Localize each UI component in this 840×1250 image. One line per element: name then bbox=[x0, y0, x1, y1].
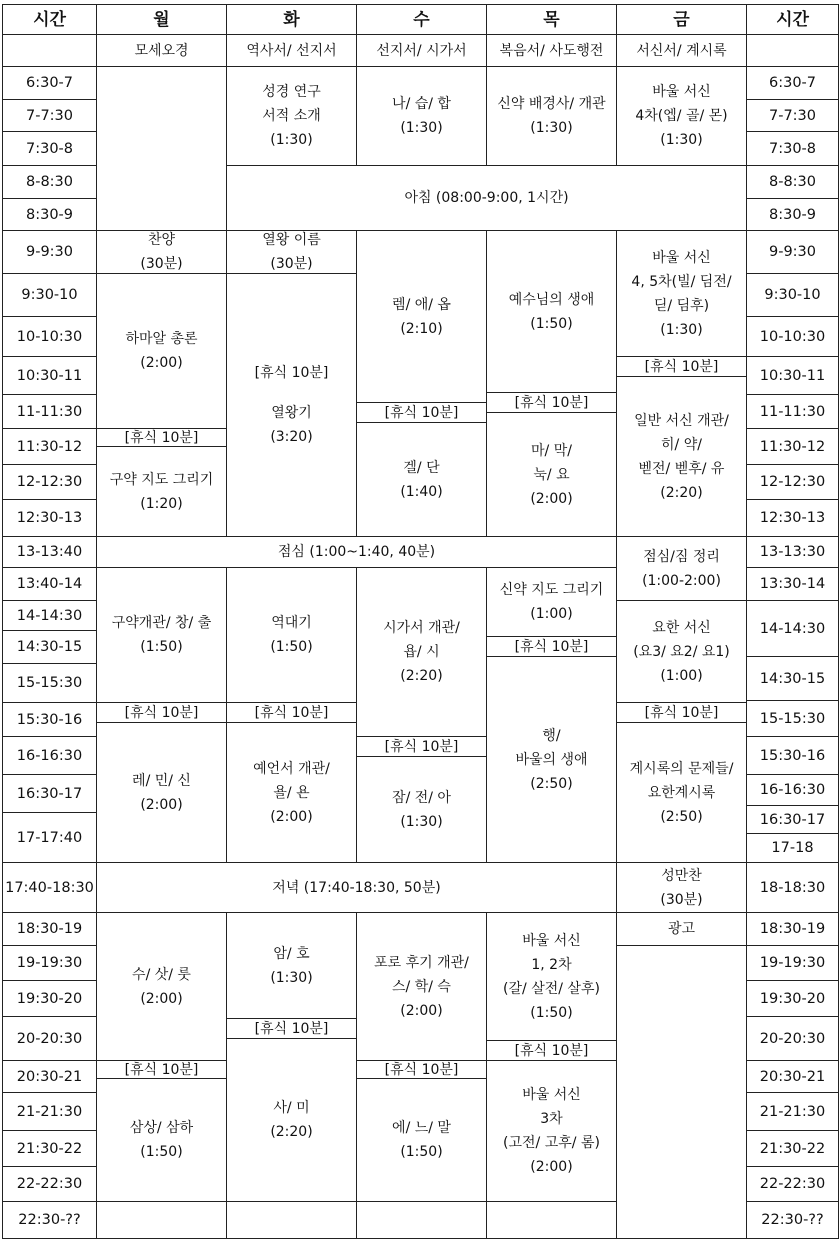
mon-empty-night bbox=[96, 1201, 227, 1239]
time-left-row-text: 15-15:30 bbox=[16, 675, 83, 691]
time-right-row bbox=[746, 862, 839, 913]
time-left-row bbox=[2, 774, 97, 813]
header-time-right-text: 시간 bbox=[776, 9, 809, 30]
time-right-row-text: 7-7:30 bbox=[768, 107, 817, 124]
time-left-row bbox=[2, 736, 97, 775]
time-right-row-text: 21-21:30 bbox=[759, 1103, 826, 1120]
time-left-row bbox=[2, 230, 97, 274]
time-left-row bbox=[2, 600, 97, 631]
time-left-row bbox=[2, 912, 97, 946]
time-left-row-text: 19-19:30 bbox=[16, 955, 83, 971]
mon-samuel bbox=[96, 1078, 227, 1202]
time-left-row bbox=[2, 702, 97, 737]
thu-life-of-jesus bbox=[486, 230, 617, 393]
subject-tue bbox=[226, 34, 357, 67]
time-left-row-text: 20:30-21 bbox=[16, 1068, 83, 1085]
time-right-row-text: 12-12:30 bbox=[759, 474, 826, 490]
time-right-row bbox=[746, 99, 839, 132]
fri-lunch-packing-text: 점심/짐 정리 (1:00-2:00) bbox=[642, 548, 721, 589]
time-right-row-text: 13-13:30 bbox=[759, 544, 826, 560]
rest-break-text: [휴식 10분] bbox=[384, 404, 459, 421]
mon-hamaal-overview bbox=[96, 273, 227, 429]
time-right-row-text: 14:30-15 bbox=[759, 670, 826, 687]
header-time-left bbox=[2, 4, 97, 35]
time-right-row-text: 8:30-9 bbox=[768, 206, 817, 223]
subject-fri bbox=[616, 34, 747, 67]
thu-pauline-3-text: 바울 서신 3차 (고전/ 고후/ 롬) (2:00) bbox=[503, 1087, 600, 1175]
mon-ot-map-text: 구약 지도 그리기 (1:20) bbox=[109, 471, 214, 512]
time-right-row bbox=[746, 833, 839, 863]
wed-postexile-text: 포로 후기 개관/ 스/ 학/ 슥 (2:00) bbox=[374, 954, 469, 1019]
header-time-left-text: 시간 bbox=[33, 9, 66, 30]
time-right-row-text: 8-8:30 bbox=[768, 174, 817, 190]
time-left-row-text: 20-20:30 bbox=[16, 1030, 83, 1047]
time-right-row-text: 6:30-7 bbox=[768, 75, 817, 91]
time-left-row-text: 9:30-10 bbox=[21, 287, 78, 303]
mon-ot-map bbox=[96, 446, 227, 537]
time-right-row-text: 15-15:30 bbox=[759, 710, 826, 727]
rest-break-text: [휴식 10분] bbox=[514, 1042, 589, 1059]
time-left-row bbox=[2, 536, 97, 568]
time-right-row bbox=[746, 273, 839, 317]
rest-break-text: [휴식 10분] bbox=[124, 1061, 199, 1078]
header-time-right bbox=[746, 4, 839, 35]
time-right-row-text: 10:30-11 bbox=[759, 367, 826, 384]
rest-break bbox=[486, 392, 617, 413]
tue-chronicles bbox=[226, 567, 357, 703]
rest-break bbox=[356, 402, 487, 423]
mon-josh-judg-ruth-text: 수/ 삿/ 룻 (2:00) bbox=[132, 966, 191, 1007]
time-left-row-text: 14:30-15 bbox=[16, 639, 83, 655]
time-left-row bbox=[2, 198, 97, 231]
subject-thu bbox=[486, 34, 617, 67]
time-left-row bbox=[2, 464, 97, 500]
time-left-row-text: 11-11:30 bbox=[16, 403, 83, 420]
tue-amos-hosea bbox=[226, 912, 357, 1019]
time-left-row-text: 6:30-7 bbox=[25, 75, 74, 91]
time-left-row-text: 18:30-19 bbox=[16, 921, 83, 937]
thu-pauline-3 bbox=[486, 1060, 617, 1202]
mon-lev-num-deut-text: 레/ 민/ 신 (2:00) bbox=[132, 772, 191, 813]
tue-prophets-overview-text: 예언서 개관/ 욜/ 욘 (2:00) bbox=[253, 760, 330, 825]
time-left-row bbox=[2, 99, 97, 132]
time-left-row bbox=[2, 1060, 97, 1093]
time-right-row bbox=[746, 700, 839, 737]
time-right-row-text: 19-19:30 bbox=[759, 955, 826, 971]
time-right-row-text: 9:30-10 bbox=[764, 287, 821, 303]
time-left-row bbox=[2, 273, 97, 317]
rest-break-text: [휴식 10분] bbox=[254, 704, 329, 721]
header-day-fri-text: 금 bbox=[673, 9, 690, 30]
time-left-row-text: 17:40-18:30 bbox=[5, 879, 94, 896]
rest-break-text: [휴식 10분] bbox=[254, 1020, 329, 1037]
time-right-row-text: 15:30-16 bbox=[759, 747, 826, 764]
wed-ezekiel-daniel-text: 겔/ 단 (1:40) bbox=[400, 459, 443, 500]
time-left-row-text: 17-17:40 bbox=[16, 829, 83, 846]
header-day-wed-text: 수 bbox=[413, 9, 430, 30]
fri-general-epistles bbox=[616, 376, 747, 537]
time-right-row bbox=[746, 980, 839, 1017]
thu-life-of-jesus-text: 예수님의 생애 (1:50) bbox=[508, 291, 595, 332]
rest-break-text: [휴식 10분] bbox=[384, 738, 459, 755]
subject-tue-text: 역사서/ 선지서 bbox=[246, 42, 337, 59]
time-right-row-text: 20-20:30 bbox=[759, 1030, 826, 1047]
time-left-row bbox=[2, 1016, 97, 1061]
time-right-row bbox=[746, 774, 839, 806]
subject-time-right bbox=[746, 34, 839, 67]
fri-johannine-text: 요한 서신 (요3/ 요2/ 요1) (1:00) bbox=[633, 619, 730, 684]
thu-gospels bbox=[486, 412, 617, 537]
fri-pauline-4-text: 바울 서신 4차(엡/ 골/ 몬) (1:30) bbox=[635, 84, 728, 148]
tue-chronicles-text: 역대기 (1:50) bbox=[270, 615, 313, 655]
wed-jeremiah bbox=[356, 230, 487, 403]
time-right-row bbox=[746, 656, 839, 701]
time-left-row bbox=[2, 1092, 97, 1131]
breakfast-span-text: 아침 (08:00-9:00, 1시간) bbox=[404, 190, 569, 206]
fri-pauline-4-5-text: 바울 서신 4, 5차(빌/ 딤전/ 딛/ 딤후) (1:30) bbox=[631, 249, 732, 338]
rest-break-text: [휴식 10분] bbox=[124, 704, 199, 721]
header-day-fri bbox=[616, 4, 747, 35]
time-left-row-text: 11:30-12 bbox=[16, 438, 83, 455]
mon-empty-morning bbox=[96, 66, 227, 231]
fri-general-epistles-text: 일반 서신 개관/ 히/ 약/ 벧전/ 벧후/ 유 (2:20) bbox=[634, 412, 729, 501]
thu-nt-background bbox=[486, 66, 617, 166]
tue-prophets-overview bbox=[226, 722, 357, 863]
rest-break bbox=[96, 428, 227, 447]
tue-study-books-text: 성경 연구 서적 소개 (1:30) bbox=[262, 84, 321, 148]
mon-praise-text: 찬양 (30분) bbox=[140, 232, 183, 272]
time-right-row bbox=[746, 230, 839, 274]
time-left-row bbox=[2, 862, 97, 913]
mon-hamaal-overview-text: 하마알 총론 (2:00) bbox=[125, 331, 198, 371]
time-left-row bbox=[2, 316, 97, 357]
time-right-row-text: 16-16:30 bbox=[759, 782, 826, 798]
header-day-tue bbox=[226, 4, 357, 35]
time-right-row bbox=[746, 1016, 839, 1061]
time-left-row-text: 8-8:30 bbox=[25, 174, 74, 190]
subject-mon bbox=[96, 34, 227, 67]
time-right-row bbox=[746, 600, 839, 657]
time-left-row-text: 8:30-9 bbox=[25, 206, 74, 223]
time-right-row bbox=[746, 1130, 839, 1167]
time-right-row bbox=[746, 356, 839, 395]
subject-thu-text: 복음서/ 사도행전 bbox=[499, 42, 604, 59]
time-right-row bbox=[746, 736, 839, 775]
subject-wed bbox=[356, 34, 487, 67]
subject-time-left bbox=[2, 34, 97, 67]
thu-pauline-1-2-text: 바울 서신 1, 2차 (갈/ 살전/ 살후) (1:50) bbox=[503, 932, 600, 1021]
rest-break-text: [휴식 10분] bbox=[514, 394, 589, 411]
time-right-row-text: 9-9:30 bbox=[768, 244, 817, 260]
wed-poetry-overview-text: 시가서 개관/ 욥/ 시 (2:20) bbox=[383, 620, 460, 684]
wed-empty-night bbox=[356, 1201, 487, 1239]
fri-communion-text: 성만찬 (30분) bbox=[660, 867, 703, 908]
rest-break bbox=[356, 1060, 487, 1079]
rest-break bbox=[486, 636, 617, 657]
time-right-row-text: 19:30-20 bbox=[759, 990, 826, 1007]
time-left-row-text: 12:30-13 bbox=[16, 510, 83, 526]
rest-break bbox=[226, 1018, 357, 1039]
rest-break bbox=[616, 702, 747, 723]
time-right-row bbox=[746, 567, 839, 601]
tue-kings bbox=[226, 273, 357, 537]
wed-esther-text: 에/ 느/ 말 (1:50) bbox=[392, 1120, 451, 1160]
time-right-row bbox=[746, 1060, 839, 1093]
fri-empty-night bbox=[616, 945, 747, 1239]
time-left-row-text: 13:40-14 bbox=[16, 576, 83, 592]
time-right-row bbox=[746, 499, 839, 537]
time-left-row bbox=[2, 630, 97, 664]
tue-king-names bbox=[226, 230, 357, 274]
thu-nt-map-text: 신약 지도 그리기 (1:00) bbox=[499, 582, 604, 622]
rest-break-text: [휴식 10분] bbox=[254, 365, 329, 381]
wed-ezekiel-daniel bbox=[356, 422, 487, 537]
time-right-row-text: 22-22:30 bbox=[759, 1176, 826, 1192]
time-right-row bbox=[746, 1092, 839, 1131]
time-right-row-text: 12:30-13 bbox=[759, 510, 826, 526]
time-left-row bbox=[2, 1201, 97, 1239]
fri-johannine bbox=[616, 600, 747, 703]
fri-communion bbox=[616, 862, 747, 913]
mon-praise bbox=[96, 230, 227, 274]
thu-acts bbox=[486, 656, 617, 863]
time-left-row bbox=[2, 1166, 97, 1202]
fri-pauline-4 bbox=[616, 66, 747, 166]
time-left-row-text: 16-16:30 bbox=[16, 747, 83, 764]
time-left-row bbox=[2, 945, 97, 981]
time-left-row-text: 15:30-16 bbox=[16, 711, 83, 728]
wed-proverbs bbox=[356, 756, 487, 863]
time-left-row-text: 10-10:30 bbox=[16, 328, 83, 345]
time-right-row bbox=[746, 912, 839, 946]
time-left-row-text: 21-21:30 bbox=[16, 1103, 83, 1120]
thu-nt-map bbox=[486, 567, 617, 637]
wed-nahum bbox=[356, 66, 487, 166]
time-left-row-text: 12-12:30 bbox=[16, 474, 83, 490]
time-left-row bbox=[2, 165, 97, 199]
fri-announcements-text: 광고 bbox=[667, 921, 696, 937]
time-left-row bbox=[2, 567, 97, 601]
time-left-row bbox=[2, 356, 97, 395]
header-day-thu-text: 목 bbox=[543, 9, 560, 30]
time-right-row bbox=[746, 428, 839, 465]
time-right-row-text: 13:30-14 bbox=[759, 576, 826, 592]
fri-revelation-text: 계시록의 문제들/ 요한계시록 (2:50) bbox=[629, 760, 734, 825]
fri-revelation bbox=[616, 722, 747, 863]
time-right-row-text: 11-11:30 bbox=[759, 403, 826, 420]
time-right-row bbox=[746, 394, 839, 429]
time-left-row-text: 22:30-?? bbox=[18, 1212, 81, 1228]
rest-break-text: [휴식 10분] bbox=[384, 1061, 459, 1078]
time-right-row bbox=[746, 1166, 839, 1202]
wed-proverbs-text: 잠/ 전/ 아 (1:30) bbox=[392, 789, 451, 830]
dinner-span-text: 저녁 (17:40-18:30, 50분) bbox=[272, 879, 441, 896]
time-right-row bbox=[746, 165, 839, 199]
subject-fri-text: 서신서/ 계시록 bbox=[636, 42, 727, 59]
wed-nahum-text: 나/ 습/ 합 (1:30) bbox=[392, 96, 451, 136]
time-left-row-text: 14-14:30 bbox=[16, 607, 83, 624]
time-left-row-text: 10:30-11 bbox=[16, 367, 83, 384]
rest-break-text: [휴식 10분] bbox=[124, 429, 199, 446]
dinner-span bbox=[96, 862, 617, 913]
tue-kings-text: 열왕기 (3:20) bbox=[270, 405, 313, 445]
tue-isaiah-micah-text: 사/ 미 (2:20) bbox=[270, 1100, 313, 1140]
time-left-row bbox=[2, 499, 97, 537]
time-right-row-text: 18:30-19 bbox=[759, 921, 826, 937]
time-left-row bbox=[2, 812, 97, 863]
breakfast-span bbox=[226, 165, 747, 231]
thu-empty-night bbox=[486, 1201, 617, 1239]
wed-postexile bbox=[356, 912, 487, 1061]
time-right-row bbox=[746, 805, 839, 834]
time-left-row-text: 7:30-8 bbox=[25, 140, 74, 157]
mon-samuel-text: 삼상/ 삼하 (1:50) bbox=[129, 1120, 194, 1160]
time-left-row bbox=[2, 663, 97, 703]
time-right-row bbox=[746, 316, 839, 357]
tue-amos-hosea-text: 암/ 호 (1:30) bbox=[270, 945, 313, 986]
time-right-row bbox=[746, 945, 839, 981]
thu-pauline-1-2 bbox=[486, 912, 617, 1041]
lunch-span bbox=[96, 536, 617, 568]
time-left-row-text: 19:30-20 bbox=[16, 990, 83, 1007]
thu-nt-background-text: 신약 배경사/ 개관 (1:30) bbox=[497, 96, 606, 136]
thu-gospels-text: 마/ 막/ 눅/ 요 (2:00) bbox=[530, 442, 573, 507]
tue-study-books bbox=[226, 66, 357, 166]
time-right-row bbox=[746, 198, 839, 231]
time-right-row-text: 20:30-21 bbox=[759, 1068, 826, 1085]
time-right-row-text: 16:30-17 bbox=[759, 811, 826, 828]
time-left-row-text: 16:30-17 bbox=[16, 785, 83, 802]
time-right-row-text: 22:30-?? bbox=[761, 1212, 824, 1228]
time-left-row bbox=[2, 394, 97, 429]
time-left-row bbox=[2, 66, 97, 100]
time-left-row bbox=[2, 1130, 97, 1167]
header-day-mon bbox=[96, 4, 227, 35]
time-right-row-text: 18-18:30 bbox=[759, 879, 826, 896]
rest-break bbox=[356, 736, 487, 757]
time-left-row-text: 7-7:30 bbox=[25, 107, 74, 124]
tue-isaiah-micah bbox=[226, 1038, 357, 1202]
header-day-thu bbox=[486, 4, 617, 35]
mon-lev-num-deut bbox=[96, 722, 227, 863]
time-right-row bbox=[746, 536, 839, 568]
mon-josh-judg-ruth bbox=[96, 912, 227, 1061]
mon-ot-overview bbox=[96, 567, 227, 703]
rest-break-text: [휴식 10분] bbox=[514, 638, 589, 655]
rest-break bbox=[486, 1040, 617, 1061]
subject-mon-text: 모세오경 bbox=[134, 42, 189, 59]
time-right-row bbox=[746, 66, 839, 100]
rest-break bbox=[96, 1060, 227, 1079]
time-left-row bbox=[2, 428, 97, 465]
header-day-mon-text: 월 bbox=[153, 9, 170, 30]
thu-acts-text: 행/ 바울의 생애 (2:50) bbox=[515, 727, 588, 792]
time-right-row bbox=[746, 464, 839, 500]
time-right-row-text: 17-18 bbox=[771, 840, 814, 856]
time-right-row-text: 21:30-22 bbox=[759, 1140, 826, 1157]
wed-jeremiah-text: 렘/ 애/ 옵 (2:10) bbox=[392, 296, 451, 337]
header-day-wed bbox=[356, 4, 487, 35]
rest-break bbox=[96, 702, 227, 723]
fri-pauline-4-5 bbox=[616, 230, 747, 357]
wed-poetry-overview bbox=[356, 567, 487, 737]
tue-empty-night bbox=[226, 1201, 357, 1239]
rest-break bbox=[226, 702, 357, 723]
time-left-row bbox=[2, 980, 97, 1017]
time-right-row-text: 10-10:30 bbox=[759, 328, 826, 345]
time-right-row-text: 14-14:30 bbox=[759, 620, 826, 637]
time-left-row-text: 9-9:30 bbox=[25, 244, 74, 260]
wed-esther bbox=[356, 1078, 487, 1202]
rest-break bbox=[616, 356, 747, 377]
lunch-span-text: 점심 (1:00~1:40, 40분) bbox=[277, 544, 436, 560]
header-day-tue-text: 화 bbox=[283, 9, 300, 30]
time-left-row-text: 22-22:30 bbox=[16, 1176, 83, 1192]
time-right-row-text: 11:30-12 bbox=[759, 438, 826, 455]
rest-break-text: [휴식 10분] bbox=[644, 358, 719, 375]
time-right-row bbox=[746, 131, 839, 166]
fri-announcements bbox=[616, 912, 747, 946]
time-left-row-text: 21:30-22 bbox=[16, 1140, 83, 1157]
fri-lunch-packing bbox=[616, 536, 747, 601]
tue-king-names-text: 열왕 이름 (30분) bbox=[262, 232, 321, 272]
time-left-row bbox=[2, 131, 97, 166]
time-right-row bbox=[746, 1201, 839, 1239]
time-right-row-text: 7:30-8 bbox=[768, 140, 817, 157]
mon-ot-overview-text: 구약개관/ 창/ 출 (1:50) bbox=[111, 615, 212, 655]
time-left-row-text: 13-13:40 bbox=[16, 544, 83, 560]
rest-break-text: [휴식 10분] bbox=[644, 704, 719, 721]
subject-wed-text: 선지서/ 시가서 bbox=[376, 42, 467, 59]
